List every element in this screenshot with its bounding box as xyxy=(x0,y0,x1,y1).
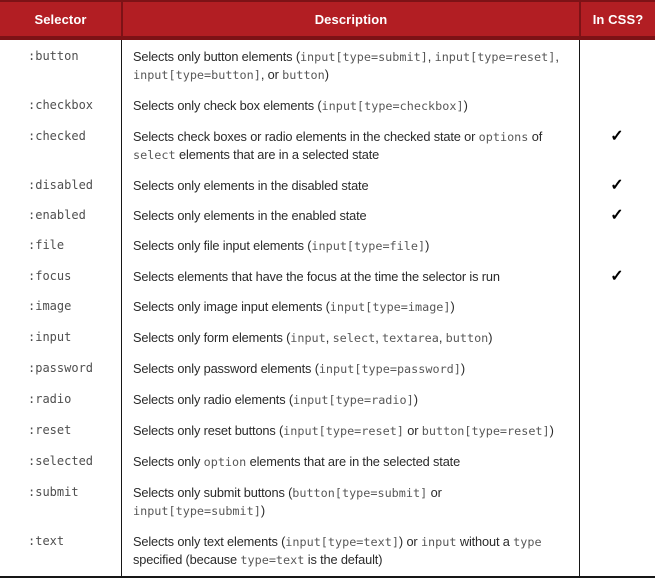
table-body xyxy=(0,40,655,578)
description-text: ) xyxy=(425,238,430,253)
checkmark-icon: ✓ xyxy=(610,207,624,224)
in-css-cell xyxy=(579,262,655,292)
description-text: Selects only reset buttons ( xyxy=(133,423,284,438)
table-row xyxy=(0,201,655,231)
description-text: Selects only elements in the enabled state xyxy=(133,208,367,223)
code-text: button xyxy=(445,331,489,345)
in-css-cell xyxy=(579,527,655,576)
selector-cell: :file xyxy=(28,238,65,252)
code-text: option xyxy=(203,455,247,469)
description-cell xyxy=(121,478,579,527)
code-text: button xyxy=(282,68,325,82)
description-text: Selects check boxes or radio elements in the checked state or xyxy=(133,129,479,144)
in-css-cell xyxy=(579,201,655,231)
table-row xyxy=(0,447,655,478)
description-text: , xyxy=(427,49,435,64)
table-row xyxy=(0,262,655,292)
in-css-cell xyxy=(579,171,655,201)
description-cell xyxy=(121,527,579,576)
table-row xyxy=(0,171,655,201)
checkmark-icon: ✓ xyxy=(610,128,624,145)
in-css-cell xyxy=(579,354,655,385)
column-header-selector: Selector xyxy=(34,11,87,27)
description-cell xyxy=(121,42,579,91)
code-text: input[type=submit] xyxy=(299,50,428,64)
code-text: input[type=checkbox] xyxy=(321,99,464,113)
in-css-cell xyxy=(579,385,655,416)
description-text: , xyxy=(438,330,446,345)
checkmark-icon: ✓ xyxy=(610,177,624,194)
description-cell xyxy=(121,292,579,323)
description-text: ) xyxy=(413,392,418,407)
column-divider-selector-description xyxy=(121,40,122,576)
description-cell xyxy=(121,122,579,171)
code-text: input[type=image] xyxy=(329,300,451,314)
column-header-description: Description xyxy=(121,2,579,36)
description-cell xyxy=(121,171,579,201)
code-text: input[type=file] xyxy=(311,239,426,253)
selector-cell: :password xyxy=(28,361,94,375)
description-text: specified (because xyxy=(133,552,241,567)
in-css-cell xyxy=(579,122,655,171)
selector-cell: :reset xyxy=(28,423,72,437)
description-cell xyxy=(121,354,579,385)
description-text: or xyxy=(403,423,422,438)
code-text: button[type=submit] xyxy=(292,486,428,500)
column-divider-description-incss xyxy=(579,40,580,576)
description-text: Selects only form elements ( xyxy=(133,330,291,345)
selector-cell: :submit xyxy=(28,485,79,499)
description-text: Selects elements that have the focus at the time the selector is run xyxy=(133,269,500,284)
selector-cell: :enabled xyxy=(28,208,86,222)
code-text: select xyxy=(133,148,176,162)
description-text: is the default) xyxy=(304,552,383,567)
description-text: Selects only file input elements ( xyxy=(133,238,312,253)
table-row xyxy=(0,42,655,91)
description-cell xyxy=(121,416,579,447)
description-cell xyxy=(121,201,579,231)
description-text: , xyxy=(325,330,333,345)
selector-cell: :image xyxy=(28,299,72,313)
description-text: , or xyxy=(260,67,283,82)
code-text: type=text xyxy=(240,553,305,567)
description-text: ) xyxy=(324,67,329,82)
description-text: Selects only elements in the disabled state xyxy=(133,178,369,193)
in-css-cell xyxy=(579,231,655,262)
in-css-cell xyxy=(579,91,655,122)
checkmark-icon: ✓ xyxy=(610,268,624,285)
code-text: input xyxy=(290,331,326,345)
code-text: input[type=reset] xyxy=(283,424,404,438)
description-text: ) xyxy=(549,423,554,438)
description-cell xyxy=(121,91,579,122)
description-text: elements that are in a selected state xyxy=(175,147,380,162)
selector-cell: :text xyxy=(28,534,65,548)
selector-cell: :focus xyxy=(28,269,72,283)
description-cell xyxy=(121,262,579,292)
table-rows xyxy=(0,42,655,576)
description-text: ) xyxy=(488,330,493,345)
selector-cell: :selected xyxy=(28,454,94,468)
code-text: input[type=reset] xyxy=(434,50,556,64)
code-text: input[type=submit] xyxy=(133,504,261,518)
in-css-cell xyxy=(579,323,655,354)
description-text: without a xyxy=(456,534,514,549)
selector-cell: :checked xyxy=(28,129,86,143)
description-text: Selects only xyxy=(133,454,204,469)
table-row xyxy=(0,527,655,576)
description-text: Selects only button elements ( xyxy=(133,49,300,64)
selector-cell: :disabled xyxy=(28,178,94,192)
code-text: options xyxy=(478,130,529,144)
code-text: input[type=button] xyxy=(133,68,261,82)
table-row xyxy=(0,478,655,527)
code-text: select xyxy=(332,331,376,345)
code-text: textarea xyxy=(382,331,439,345)
table-row xyxy=(0,122,655,171)
description-cell xyxy=(121,385,579,416)
description-text: of xyxy=(528,129,543,144)
in-css-cell xyxy=(579,42,655,91)
table-row xyxy=(0,354,655,385)
table-row xyxy=(0,231,655,262)
code-text: button[type=reset] xyxy=(421,424,550,438)
selector-cell: :button xyxy=(28,49,79,63)
in-css-cell xyxy=(579,447,655,478)
description-text: Selects only password elements ( xyxy=(133,361,319,376)
table-row xyxy=(0,323,655,354)
code-text: input xyxy=(420,535,457,549)
in-css-cell xyxy=(579,416,655,447)
table-row xyxy=(0,416,655,447)
table-row xyxy=(0,292,655,323)
description-text: ) xyxy=(260,503,265,518)
code-text: input[type=text] xyxy=(285,535,399,549)
description-cell xyxy=(121,447,579,478)
description-text: ) xyxy=(463,98,468,113)
description-text: , xyxy=(555,49,559,64)
column-header-in-css: In CSS? xyxy=(579,2,655,36)
description-text: elements that are in the selected state xyxy=(246,454,461,469)
description-text: , xyxy=(375,330,383,345)
in-css-cell xyxy=(579,478,655,527)
description-text: ) or xyxy=(398,534,421,549)
code-text: input[type=password] xyxy=(318,362,461,376)
description-cell xyxy=(121,231,579,262)
table-row xyxy=(0,385,655,416)
description-text: Selects only check box elements ( xyxy=(133,98,322,113)
description-cell xyxy=(121,323,579,354)
description-text: Selects only submit buttons ( xyxy=(133,485,293,500)
description-text: Selects only text elements ( xyxy=(133,534,286,549)
code-text: type xyxy=(513,535,542,549)
selector-cell: :checkbox xyxy=(28,98,94,112)
table-row xyxy=(0,91,655,122)
description-text: Selects only image input elements ( xyxy=(133,299,330,314)
description-text: ) xyxy=(450,299,455,314)
table-header-row xyxy=(0,0,655,40)
description-text: or xyxy=(427,485,442,500)
description-text: ) xyxy=(460,361,465,376)
code-text: input[type=radio] xyxy=(292,393,414,407)
selector-cell: :radio xyxy=(28,392,72,406)
selector-cell: :input xyxy=(28,330,72,344)
in-css-cell xyxy=(579,292,655,323)
description-text: Selects only radio elements ( xyxy=(133,392,293,407)
